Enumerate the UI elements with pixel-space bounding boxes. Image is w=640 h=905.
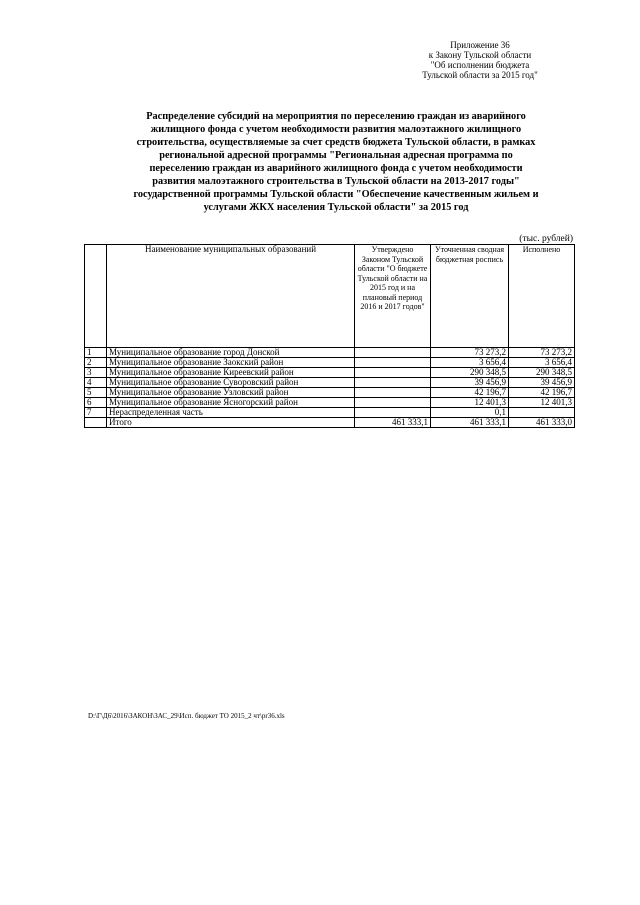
row-approved (355, 378, 431, 388)
row-num: 4 (85, 378, 107, 388)
row-executed: 39 456,9 (509, 378, 575, 388)
row-num: 6 (85, 398, 107, 408)
row-executed: 290 348,5 (509, 368, 575, 378)
appendix-line: к Закону Тульской области (428, 50, 532, 60)
total-refined: 461 333,1 (431, 418, 509, 428)
row-num: 7 (85, 408, 107, 418)
row-approved (355, 388, 431, 398)
row-name: Муниципальное образование Заокский район (107, 358, 355, 368)
appendix-line: "Об исполнении бюджета (430, 60, 530, 70)
row-executed: 73 273,2 (509, 348, 575, 358)
row-refined: 0,1 (431, 408, 509, 418)
row-approved (355, 358, 431, 368)
row-num: 3 (85, 368, 107, 378)
row-num: 5 (85, 388, 107, 398)
title-line: переселению граждан из аварийного жилищного фонда с учетом необходимости (149, 163, 523, 174)
row-refined: 39 456,9 (431, 378, 509, 388)
row-executed: 42 196,7 (509, 388, 575, 398)
row-refined: 42 196,7 (431, 388, 509, 398)
budget-table (84, 244, 575, 428)
row-num: 1 (85, 348, 107, 358)
total-executed: 461 333,0 (509, 418, 575, 428)
title-line: региональной адресной программы "Региональная адресная программа по (159, 150, 513, 161)
document-title (96, 110, 576, 214)
row-name: Муниципальное образование Киреевский район (107, 368, 355, 378)
row-executed (509, 408, 575, 418)
row-refined: 290 348,5 (431, 368, 509, 378)
appendix-line: Приложение 36 (450, 40, 510, 50)
table-row (85, 348, 575, 358)
row-refined: 12 401,3 (431, 398, 509, 408)
total-approved: 461 333,1 (355, 418, 431, 428)
row-name: Муниципальное образование город Донской (107, 348, 355, 358)
row-executed: 12 401,3 (509, 398, 575, 408)
header-refined: Уточненная сводная бюджетная роспись (431, 245, 509, 348)
title-line: жилищного фонда с учетом необходимости развития малоэтажного жилищного (150, 124, 522, 135)
row-name: Муниципальное образование Узловский район (107, 388, 355, 398)
title-line: Распределение субсидий на мероприятия по переселению граждан из аварийного (146, 111, 526, 122)
table-row (85, 408, 575, 418)
row-approved (355, 368, 431, 378)
row-executed: 3 656,4 (509, 358, 575, 368)
table-header-row (85, 245, 575, 348)
row-num: 2 (85, 358, 107, 368)
row-name: Муниципальное образование Ясногорский район (107, 398, 355, 408)
table-row (85, 358, 575, 368)
table-row (85, 398, 575, 408)
appendix-line: Тульской области за 2015 год" (422, 70, 538, 80)
row-name: Муниципальное образование Суворовский район (107, 378, 355, 388)
header-num (85, 245, 107, 348)
row-approved (355, 408, 431, 418)
header-approved: Утверждено Законом Тульской области "О бюджете Тульской области на 2015 год и на плановый период 2016 и 2017 годов" (355, 245, 431, 348)
table-row (85, 388, 575, 398)
row-refined: 73 273,2 (431, 348, 509, 358)
row-refined: 3 656,4 (431, 358, 509, 368)
appendix-note (380, 40, 580, 80)
header-executed: Исполнено (509, 245, 575, 348)
title-line: строительства, осуществляемые за счет средств бюджета Тульской области, в рамках (136, 137, 536, 148)
row-name: Нераспределенная часть (107, 408, 355, 418)
table-total-row (85, 418, 575, 428)
row-approved (355, 398, 431, 408)
total-name: Итого (107, 418, 355, 428)
units-label: (тыс. рублей) (519, 234, 573, 244)
title-line: развития малоэтажного строительства в Тульской области на 2013-2017 годы" (152, 176, 520, 187)
row-approved (355, 348, 431, 358)
file-path-footer: D:\Г\Д6\2016\ЗАКОН\ЗАС_29\Исп. бюджет ТО 2015_2 чт\pr36.xls (88, 712, 285, 720)
title-line: услугами ЖКХ населения Тульской области" за 2015 год (203, 202, 469, 213)
title-line: государственной программы Тульской области "Обеспечение качественным жильем и (133, 189, 539, 200)
header-name: Наименование муниципальных образований (107, 245, 355, 348)
total-num (85, 418, 107, 428)
table-row (85, 378, 575, 388)
table-row (85, 368, 575, 378)
